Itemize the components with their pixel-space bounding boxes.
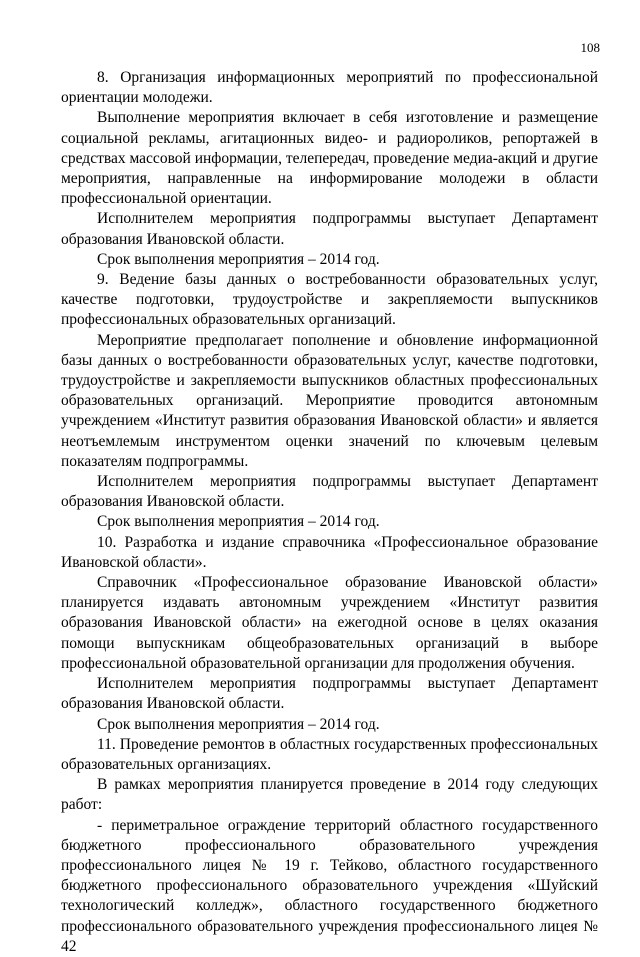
heading-item-10: 10. Разработка и издание справочника «Профессиональное образование Ивановской области». bbox=[61, 533, 598, 571]
paragraph: Исполнителем мероприятия подпрограммы выступает Департамент образования Ивановской области. bbox=[61, 210, 598, 248]
heading-item-8: 8. Организация информационных мероприятий по профессиональной ориентации молодежи. bbox=[61, 69, 598, 107]
paragraph: - периметральное ограждение территорий областного государственного бюджетного профессионального образовательного учреждения профессионального лицея № 19 г. Тейково, областного государственного бюджетного профессионального образовательного учреждения «Шуйский технологический колледж», областного государственного бюджетного профессионального образовательного учреждения профессионального лицея № 42 bbox=[61, 816, 598, 955]
heading-item-9: 9. Ведение базы данных о востребованности образовательных услуг, качестве подготовки, трудоустройстве и закрепляемости выпускников профессиональных образовательных организаций. bbox=[61, 271, 598, 329]
paragraph: Срок выполнения мероприятия – 2014 год. bbox=[97, 513, 380, 531]
paragraph: Исполнителем мероприятия подпрограммы выступает Департамент образования Ивановской области. bbox=[61, 675, 598, 713]
paragraph: Срок выполнения мероприятия – 2014 год. bbox=[97, 250, 380, 268]
document-body bbox=[61, 68, 598, 957]
paragraph: Выполнение мероприятия включает в себя изготовление и размещение социальной рекламы, агитационных видео- и радиороликов, репортажей в средствах массовой информации, телепередач, проведение медиа-акций и другие мероприятия, направленные на информирование молодежи в области профессиональной ориентации. bbox=[61, 109, 598, 208]
paragraph: Исполнителем мероприятия подпрограммы выступает Департамент образования Ивановской области. bbox=[61, 473, 598, 511]
paragraph: Срок выполнения мероприятия – 2014 год. bbox=[97, 715, 380, 733]
paragraph: Справочник «Профессиональное образование Ивановской области» планируется издавать автономным учреждением «Институт развития образования Ивановской области» на ежегодной основе в целях оказания помощи выпускникам общеобразовательных организаций в выборе профессиональной образовательной организации для продолжения обучения. bbox=[61, 574, 598, 672]
paragraph: Мероприятие предполагает пополнение и обновление информационной базы данных о востребованности образовательных услуг, качестве подготовки, трудоустройстве и закрепляемости выпускников областных профессиональных образовательных организаций. Мероприятие проводится автономным учреждением «Институт развития образования Ивановской области» и является неотъемлемым инструментом оценки значений по ключевым целевым показателям подпрограммы. bbox=[61, 331, 598, 470]
paragraph: В рамках мероприятия планируется проведение в 2014 году следующих работ: bbox=[61, 776, 598, 814]
page-number: 108 bbox=[580, 40, 600, 55]
heading-item-11: 11. Проведение ремонтов в областных государственных профессиональных образовательных организациях. bbox=[61, 735, 598, 773]
